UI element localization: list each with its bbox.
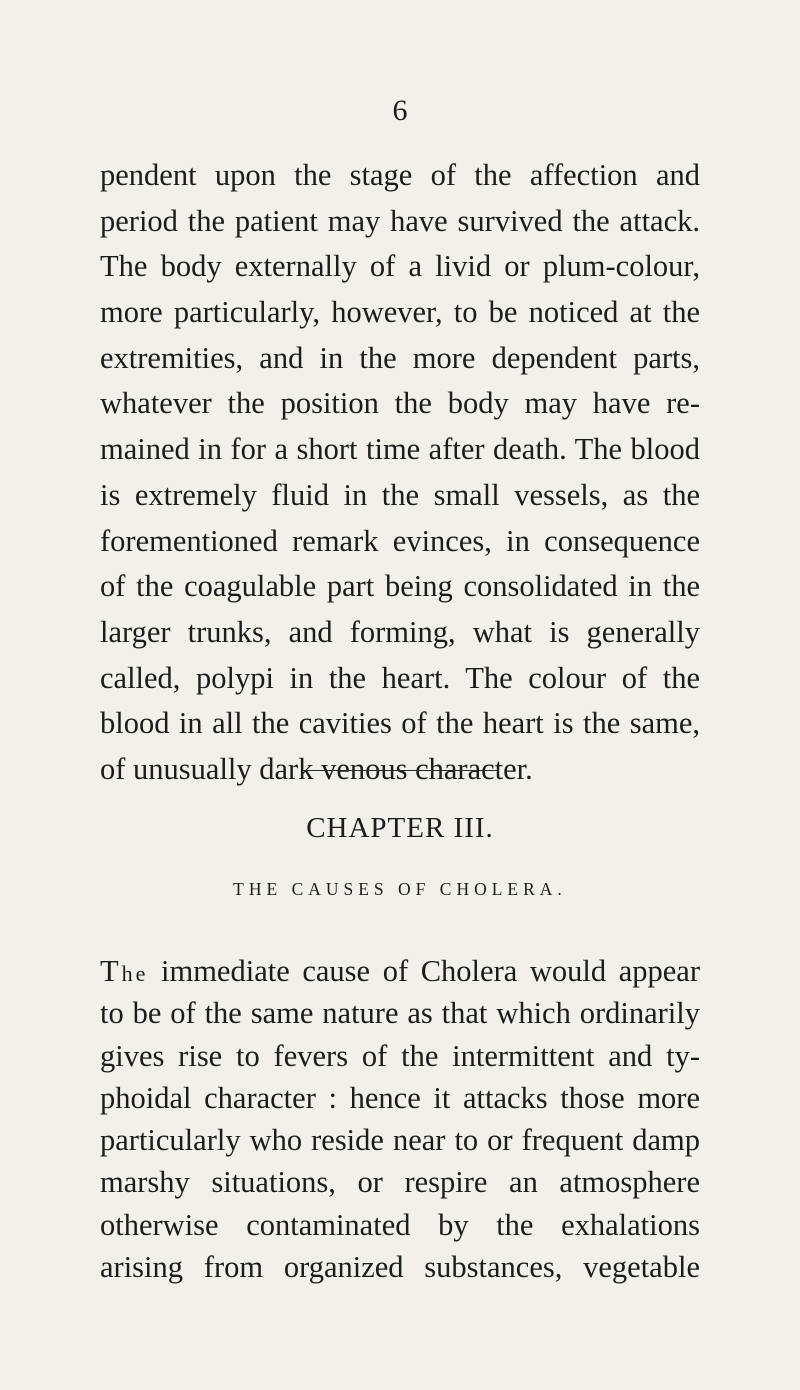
text-line: more particularly, however, to be noticed at the	[100, 295, 700, 330]
text-line: mained in for a short time after death. The blood	[100, 432, 700, 467]
first-line-rest: immediate cause of Cholera would appear	[161, 954, 700, 988]
page-number: 6	[392, 94, 408, 127]
text-line: gives rise to fevers of the intermittent and ty-	[100, 1038, 700, 1073]
text-line: extremities, and in the more dependent parts,	[100, 340, 700, 375]
text-line: blood in all the cavities of the heart is the same,	[100, 706, 700, 741]
text-line: whatever the position the body may have re-	[100, 386, 700, 421]
first-word-initial: T	[100, 954, 122, 988]
text-line: The body externally of a livid or plum-colour,	[100, 249, 700, 284]
text-line: forementioned remark evinces, in consequence	[100, 523, 700, 558]
paragraph-post-mortem	[100, 153, 700, 793]
chapter-subtitle: THE CAUSES OF CHOLERA.	[233, 879, 567, 899]
paragraph-causes	[100, 950, 700, 1288]
section-divider	[303, 770, 497, 771]
text-line: marshy situations, or respire an atmosphere	[100, 1165, 700, 1200]
text-line: to be of the same nature as that which ordinarily	[100, 996, 700, 1031]
text-line: pendent upon the stage of the affection and	[100, 158, 700, 192]
text-line: called, polypi in the heart. The colour of the	[100, 660, 700, 695]
text-line: period the patient may have survived the attack.	[100, 203, 700, 238]
first-word-rest: he	[121, 961, 149, 986]
text-line: otherwise contaminated by the exhalations	[100, 1207, 700, 1242]
text-line: phoidal character : hence it attacks those more	[100, 1080, 700, 1115]
first-word	[100, 954, 148, 988]
text-line: of the coagulable part being consolidated in the	[100, 569, 700, 604]
text-line-first	[100, 950, 700, 992]
text-line: particularly who reside near to or frequent damp	[100, 1123, 700, 1158]
text-line: is extremely fluid in the small vessels, as the	[100, 477, 700, 512]
text-line: of unusually dark venous character.	[100, 751, 533, 786]
text-line: larger trunks, and forming, what is generally	[100, 614, 700, 649]
text-line: arising from organized substances, vegetable	[100, 1250, 700, 1285]
chapter-heading: CHAPTER III.	[306, 812, 494, 844]
